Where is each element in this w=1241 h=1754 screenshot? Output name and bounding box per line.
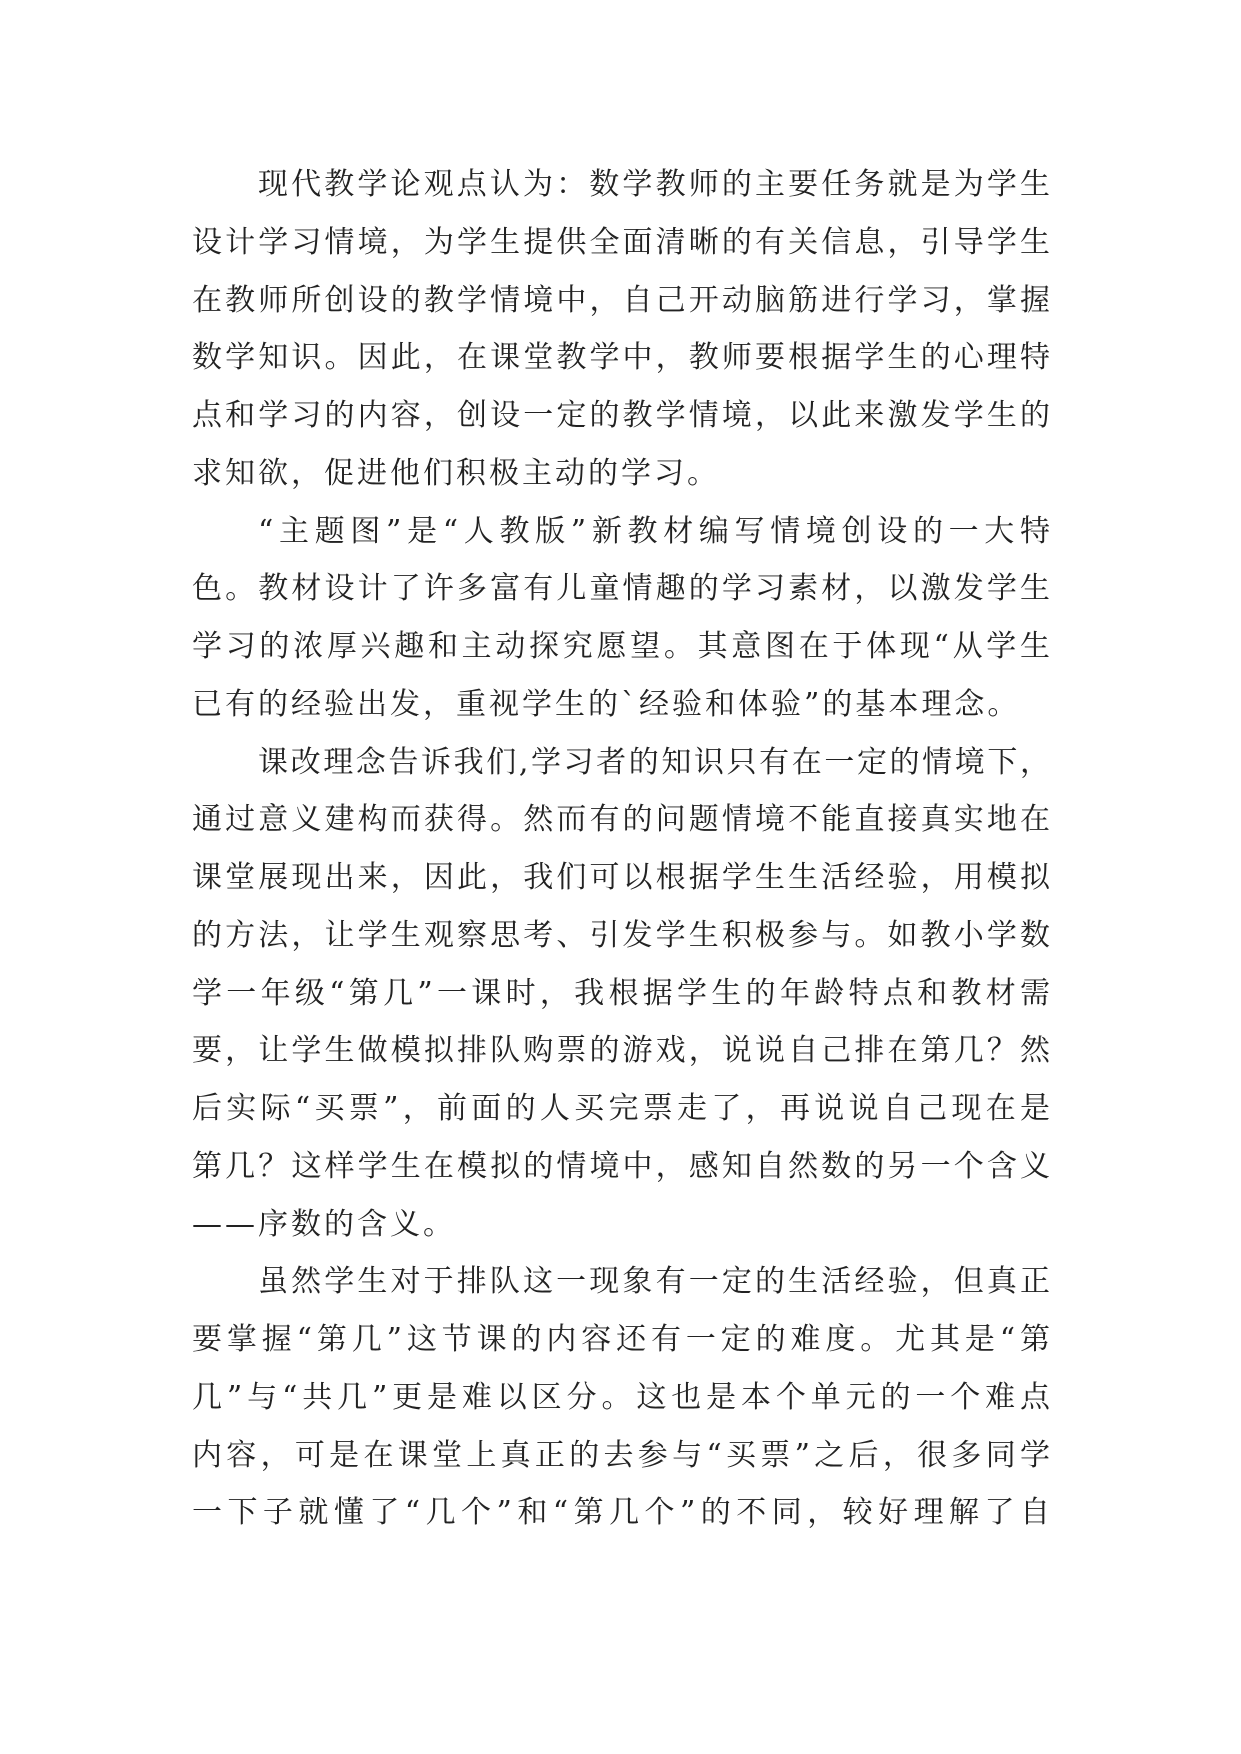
paragraph-3-line-4: 的方法，让学生观察思考、引发学生积极参与。如教小学数 <box>192 917 1050 953</box>
paragraph-1-line-6: 求知欲，促进他们积极主动的学习。 <box>192 455 720 491</box>
paragraph-4-line-4: 内容，可是在课堂上真正的去参与“买票”之后，很多同学 <box>192 1437 1050 1473</box>
paragraph-3-line-1: 课改理念告诉我们,学习者的知识只有在一定的情境下， <box>258 744 1050 780</box>
paragraph-1 <box>192 156 1050 503</box>
paragraph-3-line-8: 第几？这样学生在模拟的情境中，感知自然数的另一个含义 <box>192 1148 1050 1184</box>
paragraph-3-line-3: 课堂展现出来，因此，我们可以根据学生生活经验，用模拟 <box>192 860 1050 895</box>
paragraph-1-line-1: 现代教学论观点认为：数学教师的主要任务就是为学生 <box>258 167 1050 202</box>
paragraph-3-line-6: 要，让学生做模拟排队购票的游戏，说说自己排在第几？然 <box>192 1033 1050 1069</box>
paragraph-2-line-4: 已有的经验出发，重视学生的`经验和体验”的基本理念。 <box>192 686 1021 722</box>
paragraph-1-line-2: 设计学习情境，为学生提供全面清晰的有关信息，引导学生 <box>192 224 1050 260</box>
paragraph-2 <box>192 503 1050 734</box>
paragraph-3-line-7: 后实际“买票”，前面的人买完票走了，再说说自己现在是 <box>192 1091 1050 1126</box>
paragraph-4 <box>192 1253 1050 1542</box>
paragraph-3 <box>192 734 1050 1254</box>
paragraph-2-line-2: 色。教材设计了许多富有儿童情趣的学习素材，以激发学生 <box>192 571 1050 607</box>
paragraph-3-line-2: 通过意义建构而获得。然而有的问题情境不能直接真实地在 <box>192 802 1050 838</box>
paragraph-4-line-3: 几”与“共几”更是难以区分。这也是本个单元的一个难点 <box>192 1379 1050 1415</box>
paragraph-4-line-2: 要掌握“第几”这节课的内容还有一定的难度。尤其是“第 <box>192 1322 1050 1357</box>
paragraph-4-line-5: 一下子就懂了“几个”和“第几个”的不同，较好理解了自 <box>192 1495 1050 1531</box>
paragraph-1-line-5: 点和学习的内容，创设一定的教学情境，以此来激发学生的 <box>192 398 1050 433</box>
paragraph-1-line-4: 数学知识。因此，在课堂教学中，教师要根据学生的心理特 <box>192 340 1050 376</box>
paragraph-1-line-3: 在教师所创设的教学情境中，自己开动脑筋进行学习，掌握 <box>192 282 1050 318</box>
paragraph-2-line-1: “主题图”是“人教版”新教材编写情境创设的一大特 <box>258 513 1050 549</box>
paragraph-4-line-1: 虽然学生对于排队这一现象有一定的生活经验，但真正 <box>258 1264 1050 1300</box>
paragraph-3-line-5: 学一年级“第几”一课时，我根据学生的年龄特点和教材需 <box>192 975 1050 1011</box>
paragraph-2-line-3: 学习的浓厚兴趣和主动探究愿望。其意图在于体现“从学生 <box>192 629 1050 664</box>
paragraph-3-line-9: ——序数的含义。 <box>192 1206 456 1242</box>
body-text <box>192 156 1050 1542</box>
